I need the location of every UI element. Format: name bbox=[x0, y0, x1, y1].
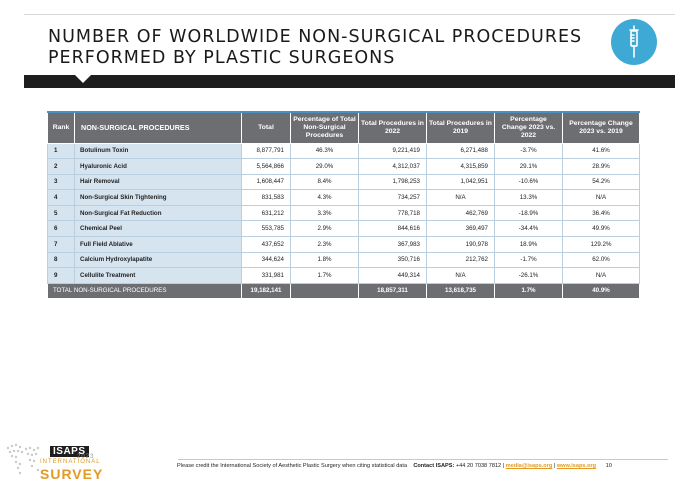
syringe-icon bbox=[611, 19, 657, 65]
change-2019-cell: 129.2% bbox=[563, 237, 640, 253]
procedure-cell: Non-Surgical Skin Tightening bbox=[75, 190, 242, 206]
total-2019-cell: N/A bbox=[427, 268, 495, 284]
total-2022-cell: 18,857,311 bbox=[359, 283, 427, 298]
footer bbox=[177, 463, 677, 469]
percentage-cell: 29.0% bbox=[291, 159, 359, 175]
change-2022-cell: -26.1% bbox=[495, 268, 563, 284]
footer-divider bbox=[178, 459, 668, 460]
change-2019-cell: 28.9% bbox=[563, 159, 640, 175]
logo-international-text: INTERNATIONAL bbox=[40, 459, 101, 465]
table-row bbox=[48, 190, 640, 206]
procedure-cell: Non-Surgical Fat Reduction bbox=[75, 205, 242, 221]
column-header-change-2019: Percentage Change 2023 vs. 2019 bbox=[563, 112, 640, 143]
total-cell: 831,583 bbox=[242, 190, 291, 206]
total-2022-cell: 4,312,037 bbox=[359, 159, 427, 175]
procedure-cell: Hair Removal bbox=[75, 174, 242, 190]
total-2022-cell: 778,718 bbox=[359, 205, 427, 221]
change-2019-cell: N/A bbox=[563, 268, 640, 284]
total-cell: 631,212 bbox=[242, 205, 291, 221]
total-2022-cell: 449,314 bbox=[359, 268, 427, 284]
table-row bbox=[48, 143, 640, 159]
percentage-cell: 2.3% bbox=[291, 237, 359, 253]
total-2019-cell: 212,762 bbox=[427, 252, 495, 268]
rank-cell: 5 bbox=[48, 205, 75, 221]
table-total-row bbox=[48, 283, 640, 298]
footer-credit: Please credit the International Society of Aesthetic Plastic Surgery when citing statistical data bbox=[177, 463, 408, 469]
logo-isaps-text: ISAPS bbox=[50, 446, 89, 457]
total-2019-cell: 4,315,859 bbox=[427, 159, 495, 175]
table-header-row bbox=[48, 112, 640, 143]
isaps-survey-logo bbox=[2, 432, 102, 487]
procedure-cell: Chemical Peel bbox=[75, 221, 242, 237]
total-cell: 437,652 bbox=[242, 237, 291, 253]
rank-cell: 7 bbox=[48, 237, 75, 253]
total-cell: 1,608,447 bbox=[242, 174, 291, 190]
rank-cell: 1 bbox=[48, 143, 75, 159]
total-2019-cell: 462,769 bbox=[427, 205, 495, 221]
table-row bbox=[48, 159, 640, 175]
total-2019-cell: 13,618,735 bbox=[427, 283, 495, 298]
percentage-cell: 3.3% bbox=[291, 205, 359, 221]
column-header-procedure: NON-SURGICAL PROCEDURES bbox=[75, 112, 242, 143]
percentage-cell: 1.8% bbox=[291, 252, 359, 268]
total-2022-cell: 844,616 bbox=[359, 221, 427, 237]
change-2019-cell: 49.9% bbox=[563, 221, 640, 237]
percentage-cell: 1.7% bbox=[291, 268, 359, 284]
change-2019-cell: 36.4% bbox=[563, 205, 640, 221]
total-2019-cell: 1,042,951 bbox=[427, 174, 495, 190]
total-2019-cell: 369,497 bbox=[427, 221, 495, 237]
table-row bbox=[48, 252, 640, 268]
total-label-cell: TOTAL NON-SURGICAL PROCEDURES bbox=[48, 283, 242, 298]
change-2022-cell: 29.1% bbox=[495, 159, 563, 175]
percentage-cell: 8.4% bbox=[291, 174, 359, 190]
table-row bbox=[48, 237, 640, 253]
total-2019-cell: N/A bbox=[427, 190, 495, 206]
total-cell: 331,981 bbox=[242, 268, 291, 284]
change-2019-cell: 54.2% bbox=[563, 174, 640, 190]
rank-cell: 8 bbox=[48, 252, 75, 268]
rank-cell: 6 bbox=[48, 221, 75, 237]
change-2022-cell: -1.7% bbox=[495, 252, 563, 268]
total-2022-cell: 350,716 bbox=[359, 252, 427, 268]
total-2022-cell: 1,798,253 bbox=[359, 174, 427, 190]
table-row bbox=[48, 174, 640, 190]
footer-contact-label: Contact ISAPS: bbox=[413, 463, 455, 469]
total-cell: 19,182,141 bbox=[242, 283, 291, 298]
table-row bbox=[48, 268, 640, 284]
change-2019-cell: N/A bbox=[563, 190, 640, 206]
page-header bbox=[24, 14, 675, 88]
total-cell: 553,785 bbox=[242, 221, 291, 237]
percentage-cell bbox=[291, 283, 359, 298]
header-box bbox=[24, 14, 675, 75]
footer-website-link[interactable]: www.isaps.org bbox=[556, 463, 597, 469]
header-notch bbox=[74, 74, 92, 83]
rank-cell: 3 bbox=[48, 174, 75, 190]
total-cell: 344,624 bbox=[242, 252, 291, 268]
column-header-rank: Rank bbox=[48, 112, 75, 143]
change-2022-cell: -34.4% bbox=[495, 221, 563, 237]
change-2019-cell: 41.6% bbox=[563, 143, 640, 159]
logo-survey-text: SURVEY bbox=[40, 466, 104, 482]
rank-cell: 9 bbox=[48, 268, 75, 284]
procedures-table-wrapper bbox=[47, 111, 639, 299]
procedures-table bbox=[47, 111, 640, 299]
column-header-2022: Total Procedures in 2022 bbox=[359, 112, 427, 143]
procedure-cell: Full Field Ablative bbox=[75, 237, 242, 253]
change-2019-cell: 62.0% bbox=[563, 252, 640, 268]
column-header-total: Total bbox=[242, 112, 291, 143]
change-2022-cell: 18.9% bbox=[495, 237, 563, 253]
total-2019-cell: 190,978 bbox=[427, 237, 495, 253]
procedure-cell: Botulinum Toxin bbox=[75, 143, 242, 159]
total-2019-cell: 6,271,488 bbox=[427, 143, 495, 159]
change-2022-cell: 1.7% bbox=[495, 283, 563, 298]
total-cell: 8,877,791 bbox=[242, 143, 291, 159]
change-2022-cell: 13.3% bbox=[495, 190, 563, 206]
procedure-cell: Hyaluronic Acid bbox=[75, 159, 242, 175]
page-title: NUMBER OF WORLDWIDE NON-SURGICAL PROCEDURES PERFORMED BY PLASTIC SURGEONS bbox=[48, 27, 583, 68]
logo-year: 2023 bbox=[77, 454, 95, 460]
footer-phone: +44 20 7038 7812 | bbox=[455, 463, 505, 469]
footer-separator: | bbox=[553, 463, 556, 469]
total-2022-cell: 734,257 bbox=[359, 190, 427, 206]
column-header-2019: Total Procedures in 2019 bbox=[427, 112, 495, 143]
change-2022-cell: -18.9% bbox=[495, 205, 563, 221]
table-row bbox=[48, 205, 640, 221]
change-2019-cell: 40.9% bbox=[563, 283, 640, 298]
change-2022-cell: -3.7% bbox=[495, 143, 563, 159]
percentage-cell: 4.3% bbox=[291, 190, 359, 206]
total-2022-cell: 9,221,419 bbox=[359, 143, 427, 159]
column-header-change-2022: Percentage Change 2023 vs. 2022 bbox=[495, 112, 563, 143]
total-cell: 5,564,866 bbox=[242, 159, 291, 175]
rank-cell: 2 bbox=[48, 159, 75, 175]
page-number: 10 bbox=[605, 463, 612, 469]
change-2022-cell: -10.6% bbox=[495, 174, 563, 190]
procedure-cell: Calcium Hydroxylapatite bbox=[75, 252, 242, 268]
percentage-cell: 2.9% bbox=[291, 221, 359, 237]
total-2022-cell: 367,983 bbox=[359, 237, 427, 253]
footer-email-link[interactable]: media@isaps.org bbox=[505, 463, 553, 469]
percentage-cell: 46.3% bbox=[291, 143, 359, 159]
rank-cell: 4 bbox=[48, 190, 75, 206]
procedure-cell: Cellulite Treatment bbox=[75, 268, 242, 284]
table-row bbox=[48, 221, 640, 237]
column-header-percentage: Percentage of Total Non-Surgical Procedures bbox=[291, 112, 359, 143]
